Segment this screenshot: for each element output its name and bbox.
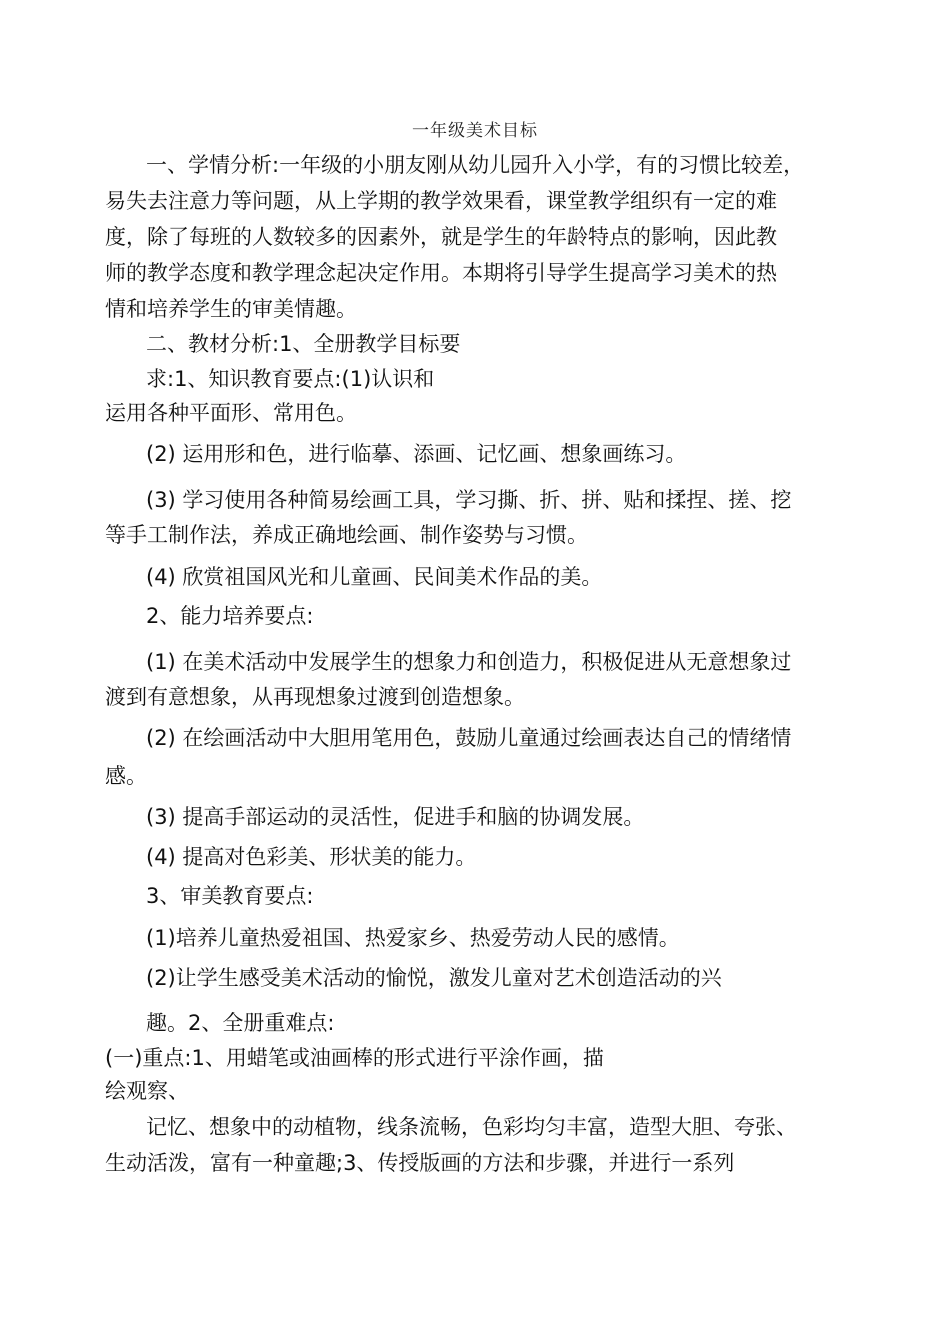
- list-item: (4) 欣赏祖国风光和儿童画、民间美术作品的美。: [146, 565, 603, 589]
- section-heading: 3、审美教育要点:: [146, 884, 314, 908]
- paragraph-line: 趣。2、全册重难点:: [146, 1011, 335, 1035]
- list-item: (3) 学习使用各种简易绘画工具，学习撕、折、拼、贴和揉捏、搓、挖: [146, 488, 792, 512]
- list-item: (4) 提高对色彩美、形状美的能力。: [146, 845, 477, 869]
- list-item: (2)让学生感受美术活动的愉悦，激发儿童对艺术创造活动的兴: [146, 966, 722, 990]
- list-item: (1)培养儿童热爱祖国、热爱家乡、热爱劳动人民的感情。: [146, 926, 680, 950]
- list-item: (2) 在绘画活动中大胆用笔用色，鼓励儿童通过绘画表达自己的情绪情: [146, 726, 792, 750]
- list-item: (3) 提高手部运动的灵活性，促进手和脑的协调发展。: [146, 805, 645, 829]
- section-heading: 2、能力培养要点:: [146, 604, 314, 628]
- paragraph-line: 二、教材分析:1、全册教学目标要: [146, 332, 461, 356]
- paragraph-line: 生动活泼，富有一种童趣;3、传授版画的方法和步骤，并进行一系列: [105, 1151, 735, 1175]
- paragraph-line: 记忆、想象中的动植物，线条流畅，色彩均匀丰富，造型大胆、夸张、: [146, 1115, 797, 1139]
- paragraph-line: 渡到有意想象，从再现想象过渡到创造想象。: [105, 685, 525, 709]
- paragraph-line: 绘观察、: [105, 1079, 189, 1103]
- list-item: (1) 在美术活动中发展学生的想象力和创造力，积极促进从无意想象过: [146, 650, 792, 674]
- document-title: 一年级美术目标: [412, 121, 538, 141]
- list-item: (2) 运用形和色，进行临摹、添画、记忆画、想象画练习。: [146, 442, 687, 466]
- paragraph-line: 度，除了每班的人数较多的因素外，就是学生的年龄特点的影响，因此教: [105, 225, 777, 249]
- paragraph-line: 求:1、知识教育要点:(1)认识和: [146, 367, 435, 391]
- paragraph-line: 易失去注意力等问题，从上学期的教学效果看，课堂教学组织有一定的难: [105, 189, 777, 213]
- paragraph-line: 运用各种平面形、常用色。: [105, 401, 357, 425]
- paragraph-line: 师的教学态度和教学理念起决定作用。本期将引导学生提高学习美术的热: [105, 261, 777, 285]
- paragraph-line: (一)重点:1、用蜡笔或油画棒的形式进行平涂作画，描: [105, 1046, 604, 1070]
- paragraph-line: 等手工制作法，养成正确地绘画、制作姿势与习惯。: [105, 523, 588, 547]
- paragraph-line: 情和培养学生的审美情趣。: [105, 297, 357, 321]
- paragraph-line: 感。: [105, 764, 147, 788]
- paragraph-line: 一、学情分析:一年级的小朋友刚从幼儿园升入小学，有的习惯比较差，: [146, 153, 805, 177]
